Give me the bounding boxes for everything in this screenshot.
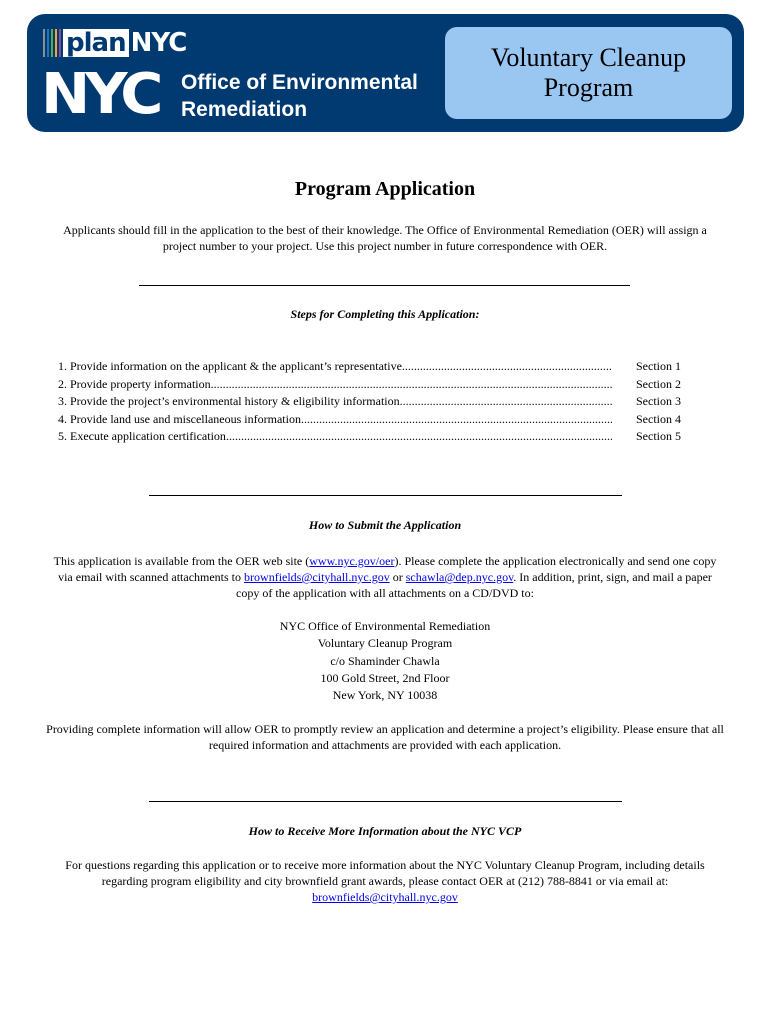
address-line: New York, NY 10038 [332, 688, 438, 703]
step-section: Section 1 [636, 359, 681, 373]
leader-dots [301, 412, 612, 427]
header-banner [27, 14, 744, 132]
brownfields-email-link[interactable]: brownfields@cityhall.nyc.gov [244, 570, 390, 584]
oer-website-link[interactable]: www.nyc.gov/oer [309, 554, 395, 568]
step-text: 4. Provide land use and miscellaneous information [58, 411, 301, 426]
office-name-line1: Office of Environmental [181, 71, 418, 94]
step-section: Section 3 [636, 394, 681, 408]
step-row [58, 394, 688, 412]
step-text: 5. Execute application certification [58, 429, 226, 443]
info-text: For questions regarding this application or to receive more information about the NYC Voluntary Cleanup Program, including details regarding program eligibility and city brownfield grant awards, please contact OER at (212) 788-8841 or via email at: [65, 858, 705, 888]
step-text: 3. Provide the project’s environmental history & eligibility information [58, 394, 400, 408]
submit-heading: How to Submit the Application [308, 518, 462, 532]
submit-text: or [389, 570, 406, 584]
info-paragraph [56, 857, 714, 905]
leader-dots [211, 377, 612, 392]
step-row [58, 377, 688, 395]
office-name [181, 69, 418, 123]
divider [149, 801, 622, 802]
complete-info-paragraph: Providing complete information will allow OER to promptly review an application and determine a project’s eligibility. Please ensure that all required information and attachments are provided with each application. [46, 722, 724, 752]
steps-list [58, 359, 688, 447]
program-title-line1: Voluntary Cleanup [490, 43, 687, 72]
submit-paragraph [52, 553, 718, 601]
step-text: 2. Provide property information [58, 376, 211, 391]
intro-paragraph: Applicants should fill in the application to the best of their knowledge. The Office of Environmental Remediation (OER) will assign a project number to your project. Use this project number in future correspondence with OER. [63, 223, 707, 253]
leader-dots [402, 359, 612, 374]
step-text: 1. Provide information on the applicant & the applicant’s representative [58, 359, 402, 373]
submit-text: . In addition, print, sign, and mail a paper copy of the application with all attachments on a CD/DVD to: [236, 570, 712, 600]
leader-dots [400, 394, 612, 409]
program-title-line2: Program [543, 73, 634, 102]
brownfields-email-link[interactable]: brownfields@cityhall.nyc.gov [312, 890, 458, 904]
leader-dots [226, 429, 612, 444]
steps-heading: Steps for Completing this Application: [290, 307, 480, 321]
plan-stripes-icon [43, 29, 61, 57]
program-title-box [445, 27, 732, 119]
plan-nyc-logo [43, 28, 186, 58]
divider [139, 285, 630, 286]
step-row [58, 359, 688, 377]
office-name-line2: Remediation [181, 98, 308, 121]
submit-text: This application is available from the OER web site ( [53, 554, 310, 568]
step-row [58, 429, 688, 447]
divider [149, 495, 622, 496]
address-line: c/o Shaminder Chawla [330, 653, 440, 668]
step-section: Section 5 [636, 429, 681, 443]
address-line: 100 Gold Street, 2nd Floor [320, 670, 450, 685]
step-section: Section 2 [636, 376, 681, 391]
submit-text: ). Please complete the application electronically and send one copy via email with scanned attachments to [58, 554, 717, 584]
plan-logo-word: plan [63, 29, 129, 57]
step-section: Section 4 [636, 411, 681, 426]
step-row [58, 412, 688, 430]
address-line: Voluntary Cleanup Program [317, 636, 453, 651]
page-title: Program Application [294, 178, 476, 200]
info-heading: How to Receive More Information about the NYC VCP [248, 824, 522, 838]
mailing-address [0, 618, 770, 704]
address-line: NYC Office of Environmental Remediation [279, 619, 491, 633]
schawla-email-link[interactable]: schawla@dep.nyc.gov [405, 570, 514, 584]
plan-logo-nyc: NYC [130, 28, 187, 58]
nyc-logo: NYC [41, 62, 159, 127]
